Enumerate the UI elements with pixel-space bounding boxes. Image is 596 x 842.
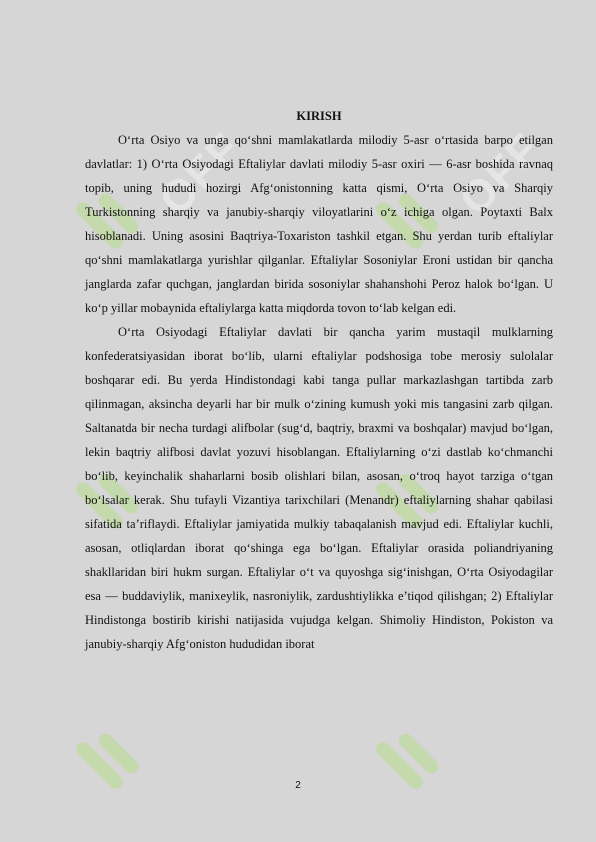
watermark-bottom-left [60, 650, 260, 830]
page-number: 2 [295, 780, 301, 791]
watermark-text: OFF [150, 123, 252, 225]
paragraph: O‘rta Osiyo va unga qo‘shni mamlakatlarda milodiy 5-asr o‘rtasida barpo etilgan davlatlar: 1) O‘rta Osiyodagi Eftaliylar davlati milodiy 5-asr oxiri — 6-asr boshida ravnaq topib, uning hududi hozirgi Afg‘onistonning katta qismi, O‘rta Osiyo va Sharqiy Turkistonning sharqiy va janubiy-sharqiy viloyatlarini o‘z ichiga olgan. Poytaxti Balx hisoblanadi. Uning asosini Baqtriya-Toxariston tashkil etgan. Shu yerdan turib eftaliylar qo‘shni mamlakatlarga yurishlar qilganlar. Eftaliylar Sosoniylar Eroni ustidan bir qancha janglarda zafar quchgan, janglardan birida sosoniylar shahanshohi Peroz halok bo‘lgan. U ko‘p yillar mobaynida eftaliylarga katta miqdorda tovon to‘lab kelgan edi. [85, 133, 553, 315]
watermark-text: OFF [450, 123, 552, 225]
section-title: KIRISH [296, 109, 342, 123]
watermark-bottom-right [360, 650, 560, 830]
document-body [85, 104, 553, 656]
paragraph: O‘rta Osiyodagi Eftaliylar davlati bir qancha yarim mustaqil mulklarning konfederatsiyasidan iborat bo‘lib, ularni eftaliylar podshosiga tobe merosiy sulolalar boshqarar edi. Bu yerda Hindistondagi kabi tanga pullar markazlashgan tartibda zarb qilinmagan, aksincha deyarli har bir mulk o‘zining kumush yoki mis tangasini zarb qilgan. Saltanatda bir necha turdagi alifbolar (sug‘d, baqtriy, braxmi va boshqalar) mavjud bo‘lgan, lekin baqtriy alifbosi davlat yozuvi hisoblangan. Eftaliylarning o‘zi dastlab ko‘chmanchi bo‘lib, keyinchalik shaharlarni bosib olishlari bilan, asosan, o‘troq hayot tarziga o‘tgan bo‘lsalar kerak. Shu tufayli Vizantiya tarixchilari (Menandr) eftaliylarning shahar qabilasi sifatida ta’riflaydi. Eftaliylar jamiyatida mulkiy tabaqalanish mavjud edi. Eftaliylar kuchli, asosan, otliqlardan iborat qo‘shinga ega bo‘lgan. Eftaliylar orasida poliandriyaning shakllaridan biri hukm surgan. Eftaliylar o‘t va quyoshga sig‘inishgan, O‘rta Osiyodagilar esa — buddaviylik, manixeylik, nasroniylik, zardushtiylikka e’tiqod qilishgan; 2) Eftaliylar Hindistonga bostirib kirishi natijasida vujudga kelgan. Shimoliy Hindiston, Pokiston va janubiy-sharqiy Afg‘oniston hududidan iborat [85, 325, 553, 651]
